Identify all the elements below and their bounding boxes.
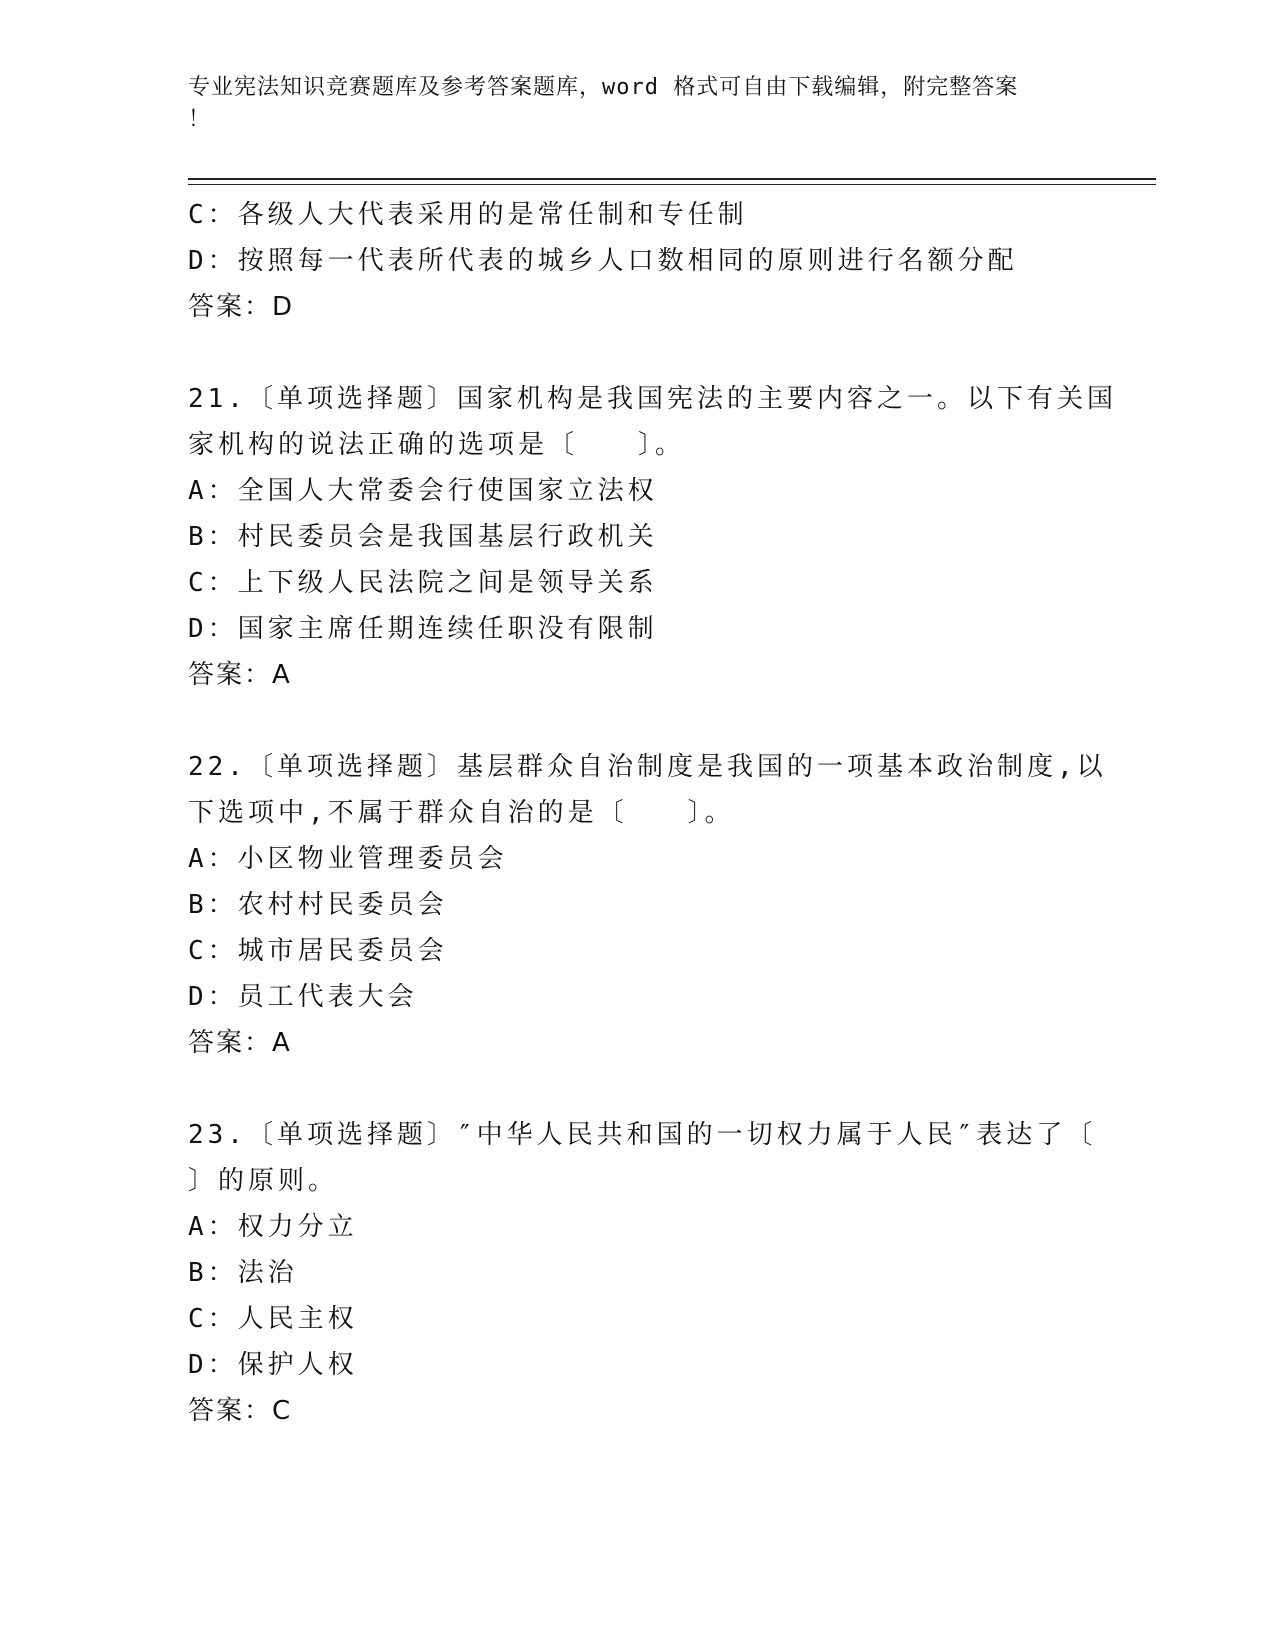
question-content [188, 192, 1117, 1434]
question-stem-line: 22.〔单项选择题〕基层群众自治制度是我国的一项基本政治制度,以 [188, 752, 1107, 782]
question-21 [188, 376, 1117, 698]
option-a: A：权力分立 [188, 1212, 358, 1242]
question-stem-line: 家机构的说法正确的选项是〔 〕。 [188, 430, 686, 460]
answer-line: 答案：A [188, 1028, 292, 1058]
prev-question-block [188, 192, 1108, 330]
option-c: C：城市居民委员会 [188, 936, 448, 966]
option-c: C：各级人大代表采用的是常任制和专任制 [188, 200, 748, 230]
option-c: C：上下级人民法院之间是领导关系 [188, 568, 658, 598]
answer-line: 答案：C [188, 1396, 293, 1426]
option-d: D：员工代表大会 [188, 982, 418, 1012]
question-stem-line: 23.〔单项选择题〕″中华人民共和国的一切权力属于人民″表达了〔 [188, 1120, 1097, 1150]
question-stem-line: 〕的原则。 [188, 1166, 339, 1196]
option-a: A：小区物业管理委员会 [188, 844, 508, 874]
document-header [188, 72, 1088, 136]
option-a: A：全国人大常委会行使国家立法权 [188, 476, 658, 506]
question-22 [188, 744, 1108, 1066]
option-b: B：法治 [188, 1258, 298, 1288]
question-stem-line: 21.〔单项选择题〕国家机构是我国宪法的主要内容之一。以下有关国 [188, 384, 1117, 414]
option-b: B：农村村民委员会 [188, 890, 448, 920]
question-23 [188, 1112, 1108, 1434]
header-line-1: 专业宪法知识竞赛题库及参考答案题库，word 格式可自由下载编辑，附完整答案 [188, 75, 1019, 100]
header-rule-thick [188, 178, 1156, 180]
header-line-2: ！ [188, 107, 212, 132]
option-d: D：保护人权 [188, 1350, 358, 1380]
option-c: C：人民主权 [188, 1304, 358, 1334]
header-rule-thin [188, 184, 1156, 185]
answer-line: 答案：D [188, 292, 295, 322]
option-b: B：村民委员会是我国基层行政机关 [188, 522, 658, 552]
answer-line: 答案：A [188, 660, 292, 690]
option-d: D：国家主席任期连续任职没有限制 [188, 614, 658, 644]
question-stem-line: 下选项中,不属于群众自治的是〔 〕。 [188, 798, 735, 828]
option-d: D：按照每一代表所代表的城乡人口数相同的原则进行名额分配 [188, 246, 1018, 276]
